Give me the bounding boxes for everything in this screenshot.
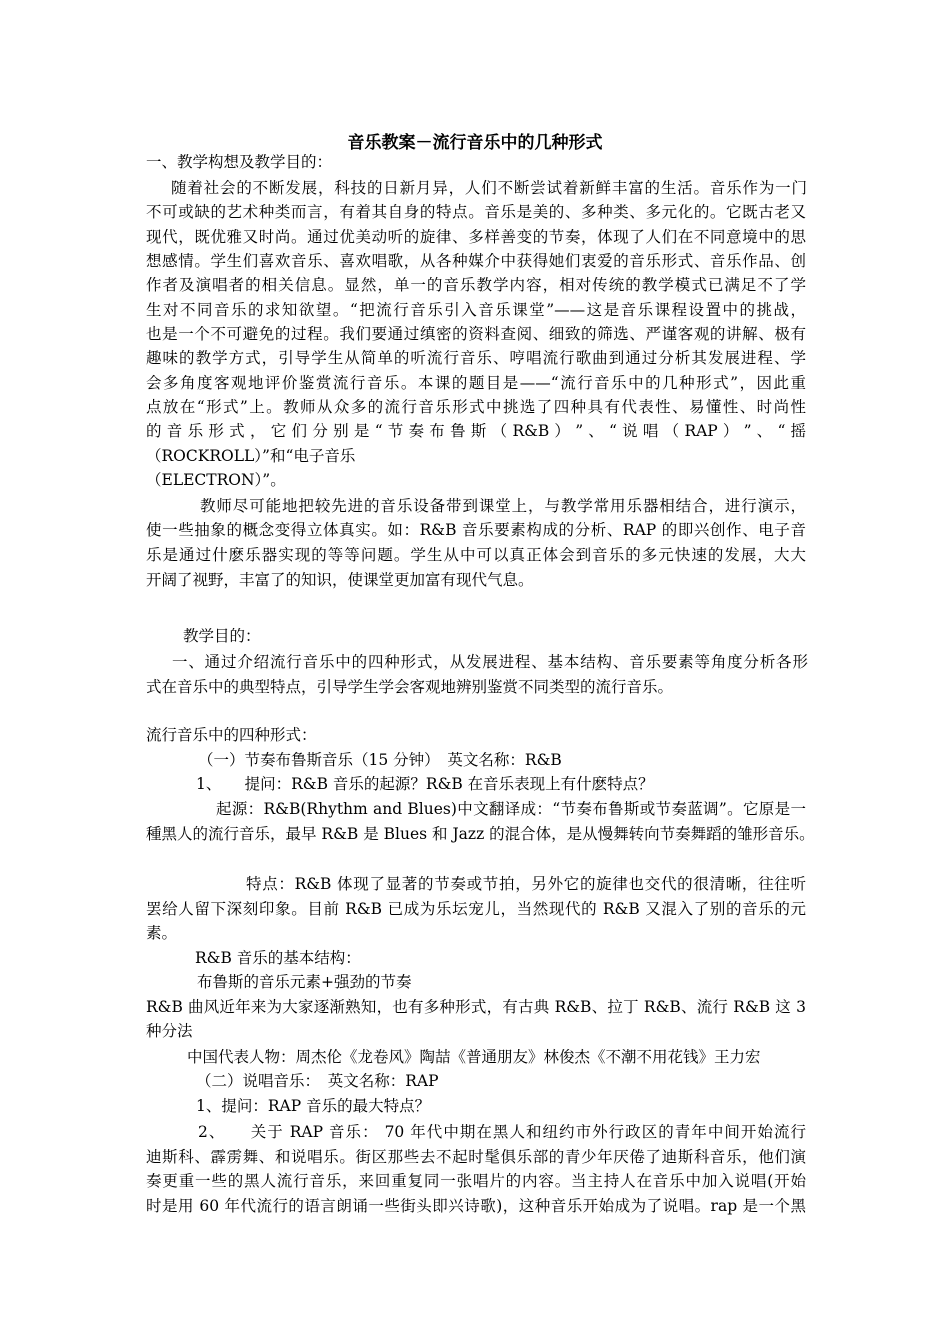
text-line: 種黑人的流行音乐，最早 R&B 是 Blues 和 Jazz 的混合体，是从慢舞转向节奏舞蹈的雏形音乐。 <box>146 825 815 843</box>
text-line: 教师尽可能地把较先进的音乐设备带到课堂上，与教学常用乐器相结合，进行演示， <box>200 497 806 515</box>
text-line: 迪斯科、霹雳舞、和说唱乐。街区那些去不起时髦俱乐部的青少年厌倦了迪斯科音乐，他们演 <box>146 1148 806 1166</box>
text-line: 种分法 <box>146 1022 193 1040</box>
text-line: 生对不同音乐的求知欲望。“把流行音乐引入音乐课堂”——这是音乐课程设置中的挑战， <box>146 301 806 319</box>
text-line: 1、提问：RAP 音乐的最大特点？ <box>196 1097 431 1115</box>
text-line: 素。 <box>146 924 178 942</box>
text-line: 中国代表人物：周杰伦《龙卷风》陶喆《普通朋友》林俊杰《不潮不用花钱》王力宏 <box>187 1048 761 1066</box>
text-line: 的 音 乐 形 式 ， 它 们 分 别 是 “ 节 奏 布 鲁 斯 （ R&B ） ” 、 “ 说 唱 （ RAP ） ” 、 “ 摇 <box>146 422 806 440</box>
text-line: R&B 音乐的基本结构： <box>195 949 361 967</box>
text-line: 会多角度客观地评价鉴赏流行音乐。本课的题目是——“流行音乐中的几种形式”，因此重 <box>146 374 806 392</box>
text-line: 使一些抽象的概念变得立体真实。如：R&B 音乐要素构成的分析、RAP 的即兴创作、电子音 <box>146 521 806 539</box>
text-line: 随着社会的不断发展，科技的日新月异，人们不断尝试着新鲜丰富的生活。音乐作为一门 <box>171 179 807 197</box>
text-line: 特点：R&B 体现了显著的节奏或节拍，另外它的旋律也交代的很清晰，往往听 <box>246 875 806 893</box>
text-line: 点放在“形式”上。教师从众多的流行音乐形式中挑选了四种具有代表性、易懂性、时尚性 <box>146 398 806 416</box>
section-heading: 流行音乐中的四种形式： <box>146 726 317 744</box>
text-line: 2、 关于 RAP 音乐： 70 年代中期在黑人和纽约市外行政区的青年中间开始流行 <box>198 1123 806 1141</box>
document-title: 音乐教案－流行音乐中的几种形式 <box>347 133 603 153</box>
text-line: 奏更重一些的黑人流行音乐，来回重复同一张唱片的内容。当主持人在音乐中加入说唱(开始 <box>146 1172 806 1190</box>
text-line: 现代，既优雅又时尚。通过优美动听的旋律、多样善变的节奏，体现了人们在不同意境中的思 <box>146 228 806 246</box>
text-line: 作者及演唱者的相关信息。显然，单一的音乐教学内容，相对传统的教学模式已满足不了学 <box>146 276 806 294</box>
subsection-heading: （二）说唱音乐： 英文名称：RAP <box>196 1072 439 1090</box>
text-line: 趣味的教学方式，引导学生从简单的听流行音乐、哼唱流行歌曲到通过分析其发展进程、学 <box>146 349 806 367</box>
text-line: 开阔了视野，丰富了的知识，使课堂更加富有现代气息。 <box>146 571 534 589</box>
text-line: 想感情。学生们喜欢音乐、喜欢唱歌，从各种媒介中获得她们衷爱的音乐形式、音乐作品、创 <box>146 252 806 270</box>
text-line: （ELECTRON）”。 <box>146 471 286 489</box>
text-line: 一、教学构想及教学目的： <box>146 153 333 171</box>
text-line: 也是一个不可避免的过程。我们要通过缜密的资料查阅、细致的筛选、严谨客观的讲解、极有 <box>146 325 806 343</box>
subsection-heading: （一）节奏布鲁斯音乐（15 分钟） 英文名称：R&B <box>198 751 562 769</box>
text-line: （ROCKROLL）”和“电子音乐 <box>146 447 356 465</box>
text-line: 布鲁斯的音乐元素+强劲的节奏 <box>197 973 412 991</box>
text-line: 一、通过介绍流行音乐中的四种形式，从发展进程、基本结构、音乐要素等角度分析各形 <box>172 653 808 671</box>
section-heading: 教学目的： <box>183 627 261 645</box>
text-line: 不可或缺的艺术种类而言，有着其自身的特点。音乐是美的、多种类、多元化的。它既古老又 <box>146 203 806 221</box>
text-line: 1、 提问：R&B 音乐的起源？R&B 在音乐表现上有什麽特点？ <box>196 775 654 793</box>
text-line: 乐是通过什麽乐器实现的等等问题。学生从中可以真正体会到音乐的多元快速的发展，大大 <box>146 546 806 564</box>
text-line: R&B 曲风近年来为大家逐渐熟知，也有多种形式，有古典 R&B、拉丁 R&B、流行 R&B 这 3 <box>146 998 806 1016</box>
text-line: 时是用 60 年代流行的语言朗诵一些街头即兴诗歌)，这种音乐开始成为了说唱。rap 是一个黑 <box>146 1197 806 1215</box>
text-line: 式在音乐中的典型特点，引导学生学会客观地辨别鉴赏不同类型的流行音乐。 <box>146 678 674 696</box>
text-line: 起源：R&B(Rhythm and Blues)中文翻译成：“节奏布鲁斯或节奏蓝调”。它原是一 <box>216 800 806 818</box>
text-line: 罢给人留下深刻印象。目前 R&B 已成为乐坛宠儿，当然现代的 R&B 又混入了别的音乐的元 <box>146 900 806 918</box>
